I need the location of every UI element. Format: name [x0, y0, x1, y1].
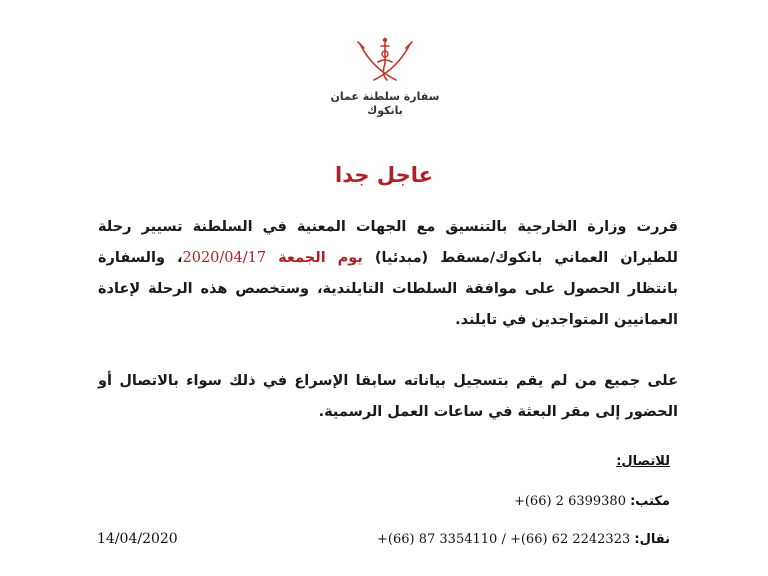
mobile-label: نقال:	[634, 532, 670, 547]
mobile-contact	[377, 532, 670, 547]
flight-day: يوم الجمعة	[278, 250, 363, 266]
office-label: مكتب:	[630, 494, 670, 509]
mobile-numbers: +(66) 87 3354110 / +(66) 62 2242323	[377, 532, 631, 547]
embassy-name-line1: سفارة سلطنة عمان	[330, 90, 440, 103]
registration-paragraph: على جميع من لم يقم بتسجيل بياناته سابقا الإسراع في ذلك سواء بالاتصال أو الحضور إلى مقر البعثة في ساعات العمل الرسمية.	[98, 373, 678, 420]
paragraph1-part2: ، والسفارة بانتظار الحصول على موافقة السلطات التايلندية، وستخصص هذه الرحلة لإعادة العمانيين المتواجدين في تايلند.	[98, 250, 678, 328]
embassy-name-line2: بانكوك	[367, 104, 403, 117]
urgent-title: عاجل جدا	[335, 163, 433, 187]
office-contact	[514, 494, 670, 509]
paragraph1-part1: قررت وزارة الخارجية بالتنسيق مع الجهات المعنية في السلطنة تسيير رحلة للطيران العماني بانكوك/مسقط (مبدئيا)	[98, 219, 678, 266]
oman-national-emblem-icon	[354, 34, 416, 86]
flight-date: 2020/04/17	[182, 250, 267, 266]
embassy-name	[320, 90, 450, 118]
announcement-paragraph	[98, 212, 678, 336]
document-date: 14/04/2020	[97, 531, 178, 547]
office-number: +(66) 2 6399380	[513, 494, 626, 509]
contact-heading: للاتصال:	[616, 454, 670, 469]
